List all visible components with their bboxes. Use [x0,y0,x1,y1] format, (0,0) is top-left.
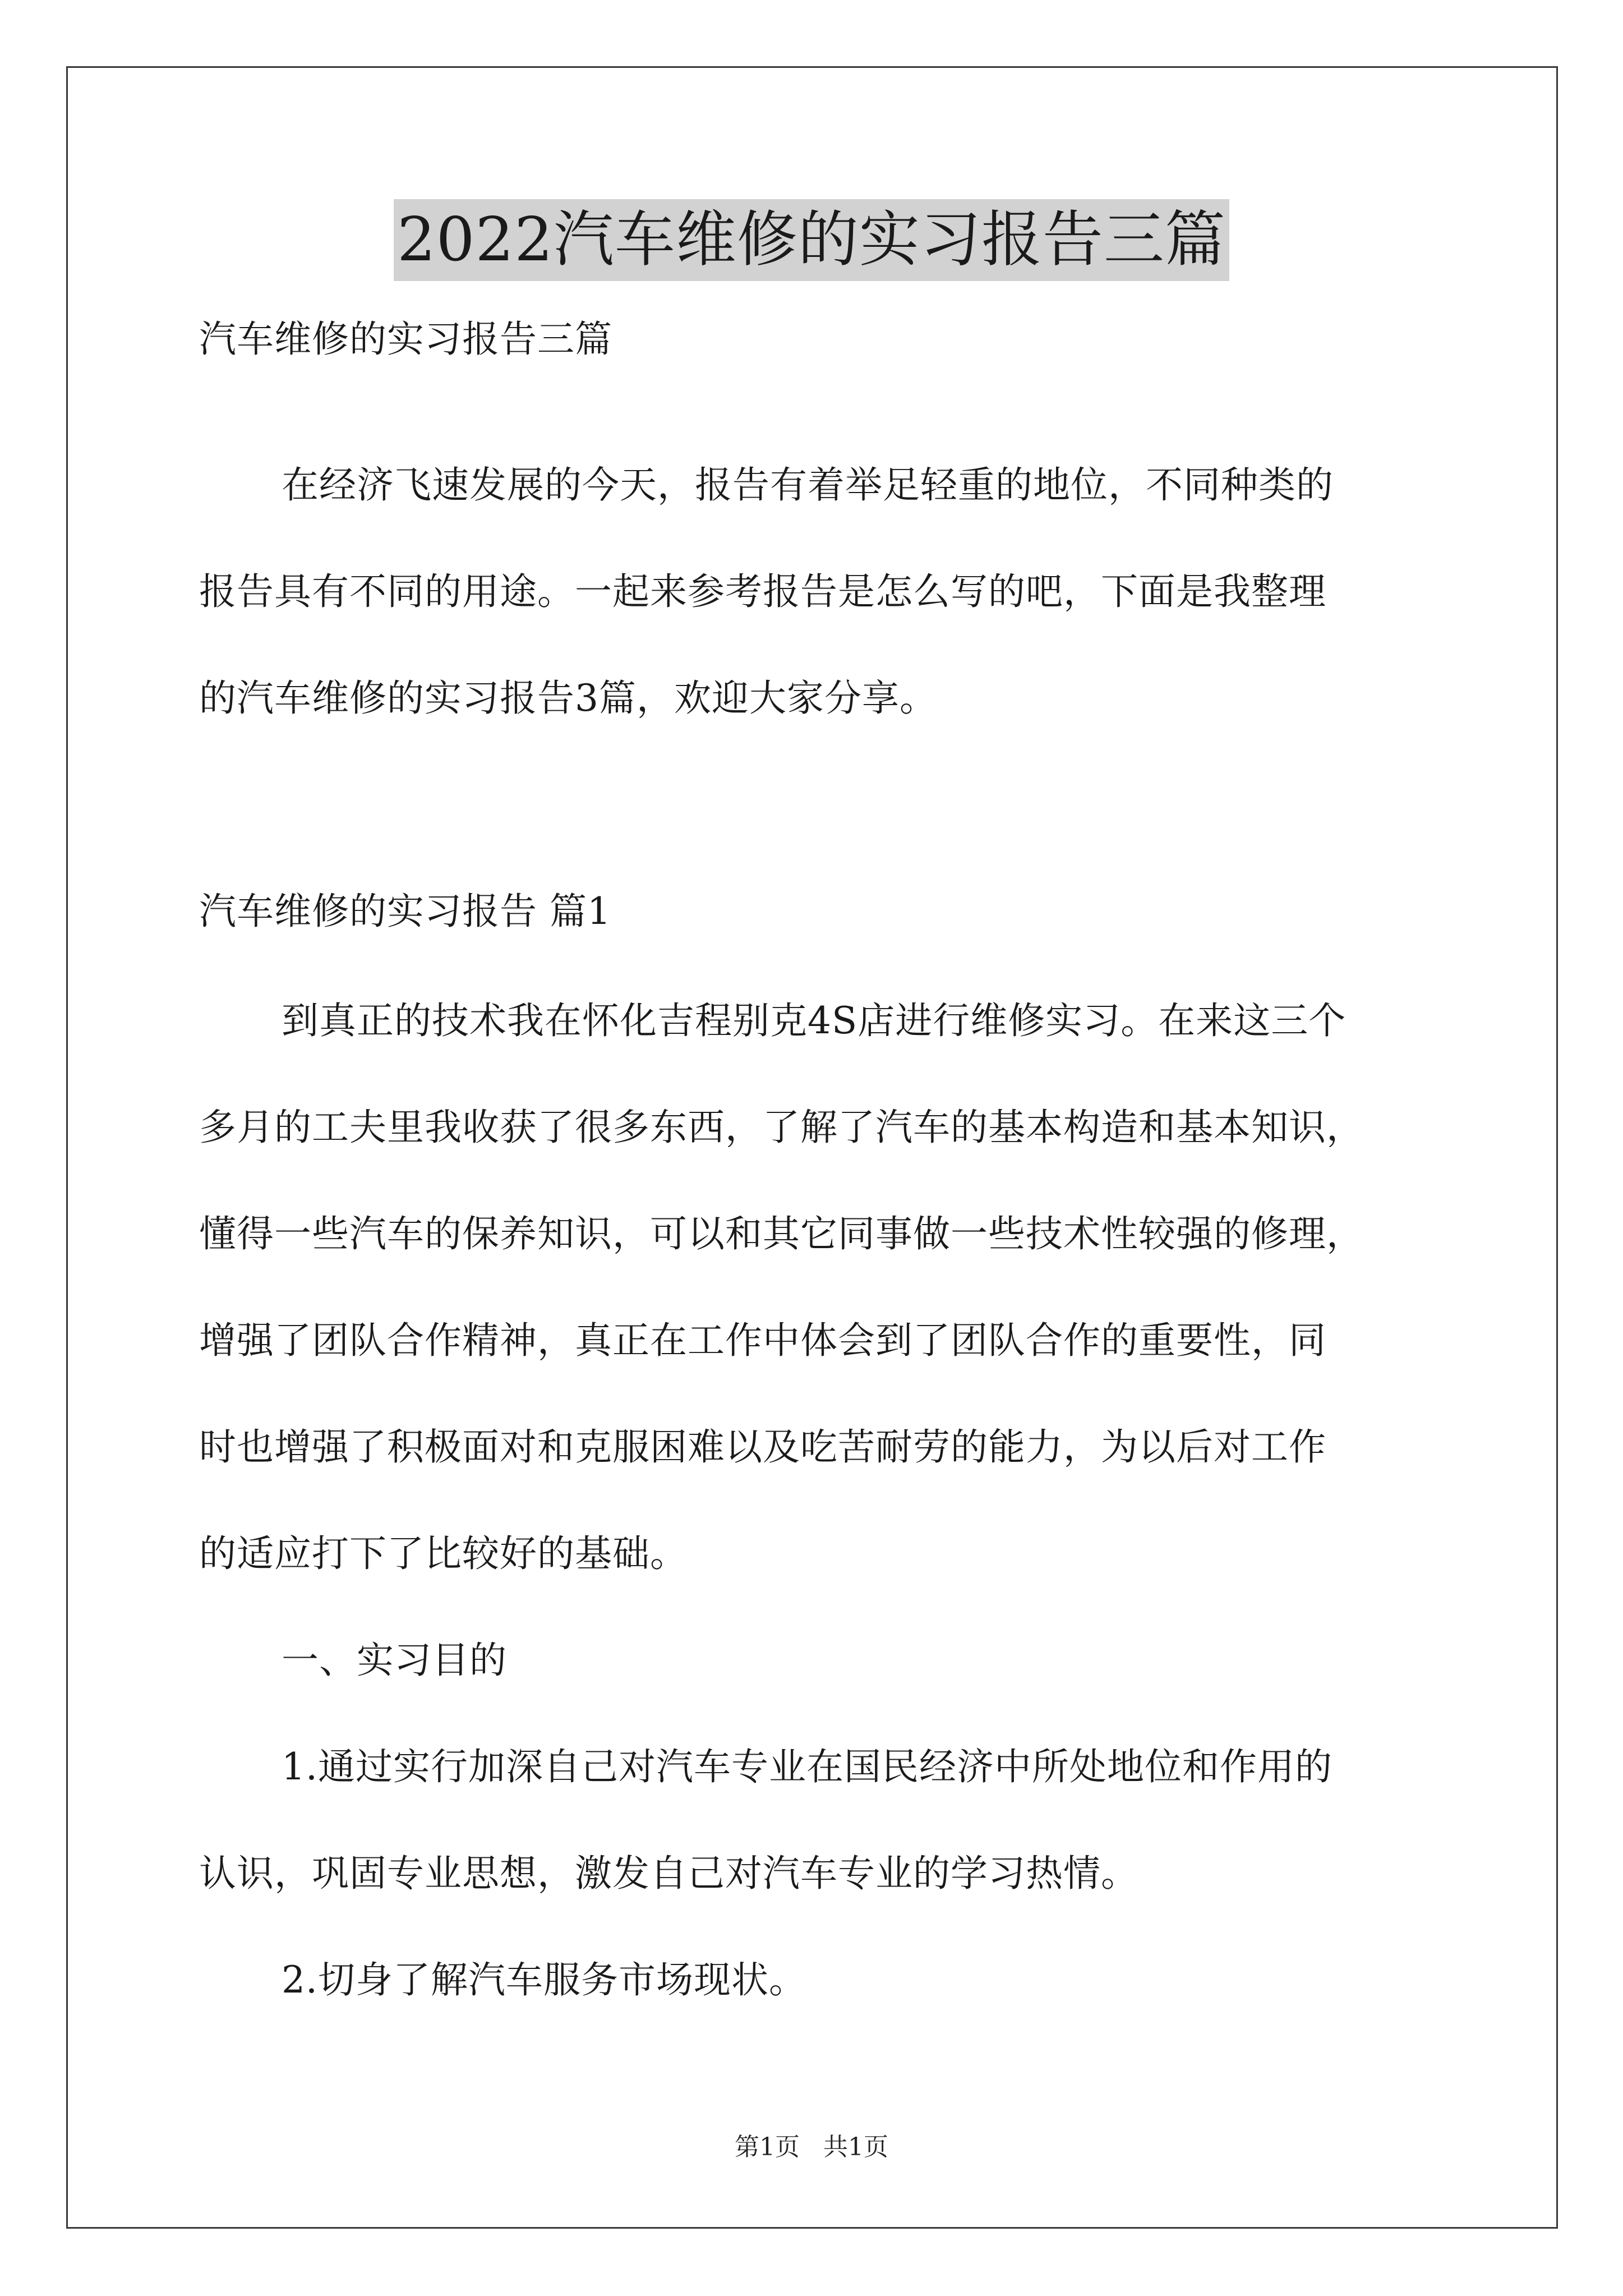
intro-paragraph-line-1: 在经济飞速发展的今天，报告有着举足轻重的地位，不同种类的 [282,463,1334,507]
subtitle-line: 汽车维修的实习报告三篇 [199,318,612,361]
body-paragraph-line-3: 懂得一些汽车的保养知识，可以和其它同事做一些技术性较强的修理， [199,1212,1364,1255]
body-paragraph-line-1: 到真正的技术我在怀化吉程别克4S店进行维修实习。在来这三个 [282,999,1347,1042]
section-heading: 汽车维修的实习报告 篇1 [199,890,611,933]
list-item-1-line-1: 1.通过实行加深自己对汽车专业在国民经济中所处地位和作用的 [282,1745,1332,1788]
page-footer: 第1页 共1页 [735,2133,888,2161]
body-paragraph-line-4: 增强了团队合作精神，真正在工作中体会到了团队合作的重要性，同 [199,1319,1326,1362]
intro-paragraph-line-2: 报告具有不同的用途。一起来参考报告是怎么写的吧，下面是我整理 [199,570,1326,613]
body-paragraph-line-5: 时也增强了积极面对和克服困难以及吃苦耐劳的能力，为以后对工作 [199,1425,1326,1469]
subsection-heading: 一、实习目的 [282,1639,507,1682]
document-title: 2022汽车维修的实习报告三篇 [394,199,1229,281]
title-container [0,199,1623,281]
intro-paragraph-line-3: 的汽车维修的实习报告3篇，欢迎大家分享。 [199,677,937,720]
body-paragraph-line-6: 的适应打下了比较好的基础。 [199,1532,688,1575]
body-paragraph-line-2: 多月的工夫里我收获了很多东西，了解了汽车的基本构造和基本知识， [199,1106,1364,1149]
list-item-1-line-2: 认识，巩固专业思想，激发自己对汽车专业的学习热情。 [199,1852,1138,1895]
list-item-2: 2.切身了解汽车服务市场现状。 [282,1958,806,2001]
